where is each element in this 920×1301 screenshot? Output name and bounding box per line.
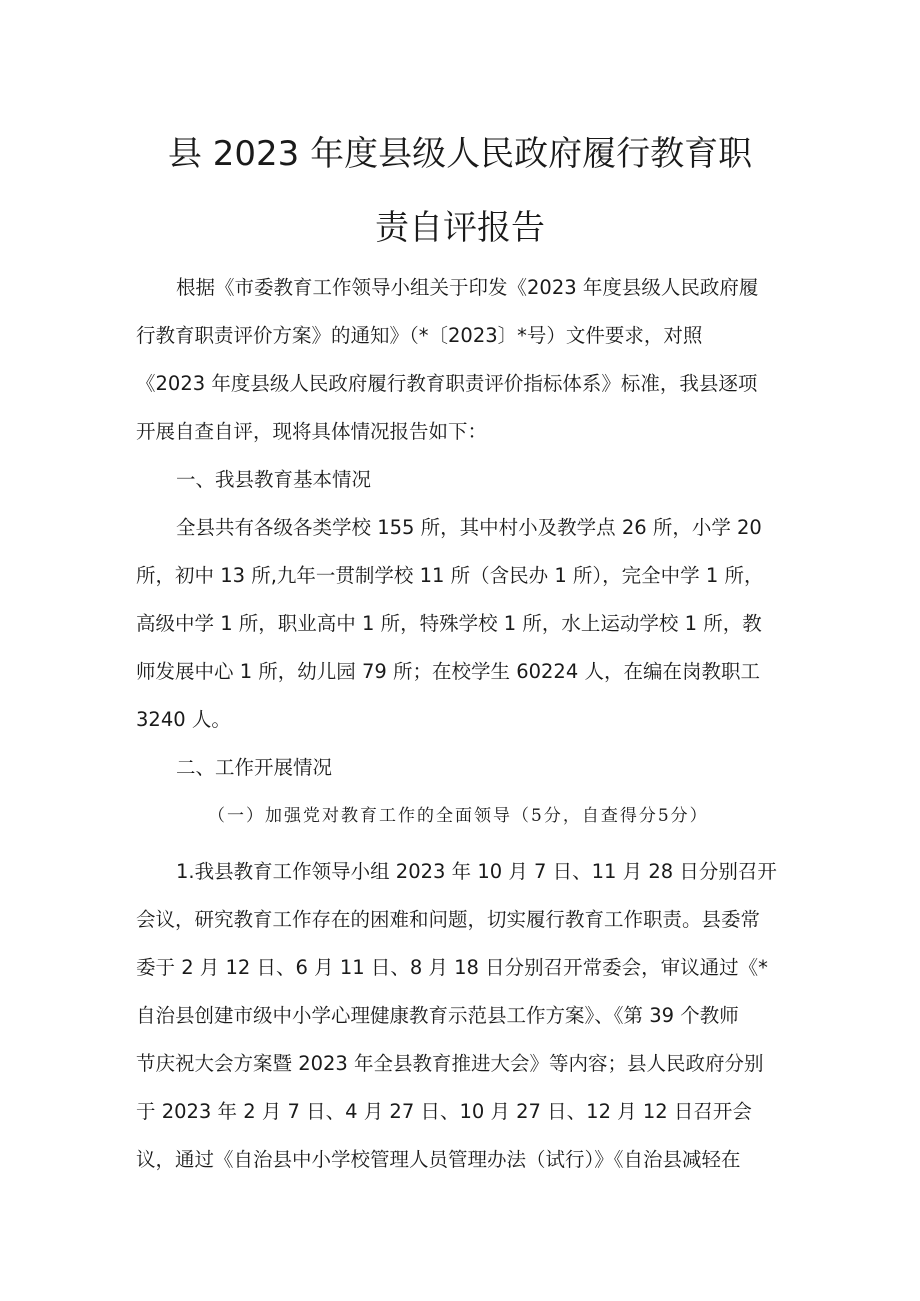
document-title-line-2: 责自评报告 bbox=[375, 208, 545, 248]
intro-line: 开展自查自评，现将具体情况报告如下： bbox=[136, 420, 488, 443]
item-1-line: 1.我县教育工作领导小组 2023 年 10 月 7 日、11 月 28 日分别召开 bbox=[176, 860, 777, 883]
document-title-line-1: 县 2023 年度县级人民政府履行教育职 bbox=[167, 134, 753, 174]
section-1-line: 师发展中心 1 所，幼儿园 79 所；在校学生 60224 人，在编在岗教职工 bbox=[136, 660, 760, 683]
section-1-line: 高级中学 1 所，职业高中 1 所，特殊学校 1 所，水上运动学校 1 所，教 bbox=[136, 612, 762, 635]
section-2-heading: 二、工作开展情况 bbox=[176, 756, 333, 779]
intro-line: 《2023 年度县级人民政府履行教育职责评价指标体系》标准，我县逐项 bbox=[136, 372, 758, 395]
subsection-1-heading: （一）加强党对教育工作的全面领导（5分，自查得分5分） bbox=[208, 806, 709, 826]
intro-line: 行教育职责评价方案》的通知》（*〔2023〕*号）文件要求，对照 bbox=[136, 324, 703, 347]
item-1-line: 委于 2 月 12 日、6 月 11 日、8 月 18 日分别召开常委会，审议通过《* bbox=[136, 956, 768, 979]
item-1-line: 节庆祝大会方案暨 2023 年全县教育推进大会》等内容；县人民政府分别 bbox=[136, 1052, 764, 1075]
intro-line: 根据《市委教育工作领导小组关于印发《2023 年度县级人民政府履 bbox=[176, 276, 759, 299]
item-1-line: 议，通过《自治县中小学校管理人员管理办法（试行）》《自治县减轻在 bbox=[136, 1148, 741, 1171]
item-1-line: 会议，研究教育工作存在的困难和问题，切实履行教育工作职责。县委常 bbox=[136, 908, 761, 931]
item-1-line: 于 2023 年 2 月 7 日、4 月 27 日、10 月 27 日、12 月 12 日召开会 bbox=[136, 1100, 752, 1123]
section-1-line: 3240 人。 bbox=[136, 708, 231, 731]
section-1-heading: 一、我县教育基本情况 bbox=[176, 468, 372, 491]
section-1-line: 所，初中 13 所,九年一贯制学校 11 所（含民办 1 所），完全中学 1 所， bbox=[136, 564, 764, 587]
section-1-line: 全县共有各级各类学校 155 所，其中村小及教学点 26 所，小学 20 bbox=[176, 516, 762, 539]
item-1-line: 自治县创建市级中小学心理健康教育示范县工作方案》、《第 39 个教师 bbox=[136, 1004, 739, 1027]
